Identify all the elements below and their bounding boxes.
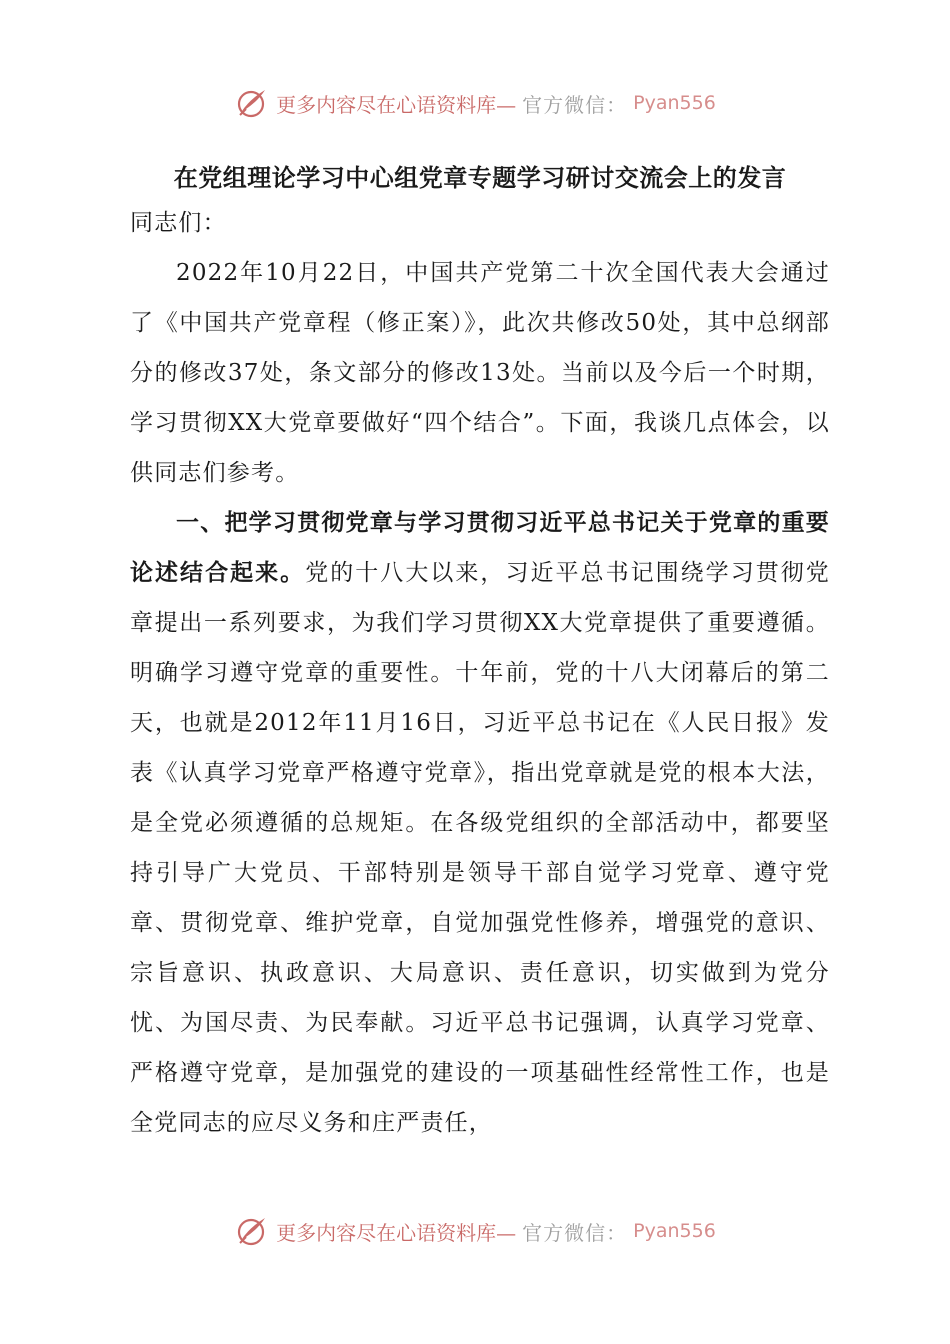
quill-pen-logo-icon bbox=[234, 1213, 270, 1249]
document-title: 在党组理论学习中心组党章专题学习研讨交流会上的发言 bbox=[173, 163, 787, 192]
watermark-main-text: 更多内容尽在心语资料库— bbox=[276, 1220, 517, 1245]
watermark-wechat-id: Pyan556 bbox=[633, 92, 716, 114]
watermark-wechat-label: 官方微信： bbox=[522, 92, 628, 117]
section-1-body: 党的十八大以来，习近平总书记围绕学习贯彻党章提出一系列要求，为我们学习贯彻XX大党章提供了重要遵循。明确学习遵守党章的重要性。十年前，党的十八大闭幕后的第二天，也就是2012年11月16日，习近平总书记在《人民日报》发表《认真学习党章严格遵守党章》，指出党章就是党的根本大法，是全党必须遵循的总规矩。在各级党组织的全部活动中，都要坚持引导广大党员、干部特别是领导干部自觉学习党章、遵守党章、贯彻党章、维护党章，自觉加强党性修养，增强党的意识、宗旨意识、执政意识、大局意识、责任意识，切实做到为党分忧、为国尽责、为民奉献。习近平总书记强调，认真学习党章、严格遵守党章，是加强党的建设的一项基础性经常性工作，也是全党同志的应尽义务和庄严责任， bbox=[130, 560, 831, 1136]
watermark-wechat-label: 官方微信： bbox=[522, 1220, 628, 1245]
watermark-wechat-id: Pyan556 bbox=[633, 1220, 716, 1242]
quill-pen-logo-icon bbox=[234, 85, 270, 121]
paragraph-intro: 2022年10月22日，中国共产党第二十次全国代表大会通过了《中国共产党章程（修正案）》，此次共修改50处，其中总纲部分的修改37处，条文部分的修改13处。当前以及今后一个时期，学习贯彻XX大党章要做好“四个结合”。下面，我谈几点体会，以供同志们参考。 bbox=[130, 260, 830, 486]
section-1-heading: 一、把学习贯彻党章与学习贯彻习近平总书记关于党章的重要论述结合起来。 bbox=[130, 509, 830, 586]
watermark-main-text: 更多内容尽在心语资料库— bbox=[276, 92, 517, 117]
salutation: 同志们： bbox=[130, 210, 227, 236]
document-body bbox=[130, 158, 830, 1148]
footer-watermark bbox=[0, 1211, 950, 1251]
paragraph-section-1 bbox=[130, 498, 830, 1148]
header-watermark bbox=[0, 83, 950, 123]
